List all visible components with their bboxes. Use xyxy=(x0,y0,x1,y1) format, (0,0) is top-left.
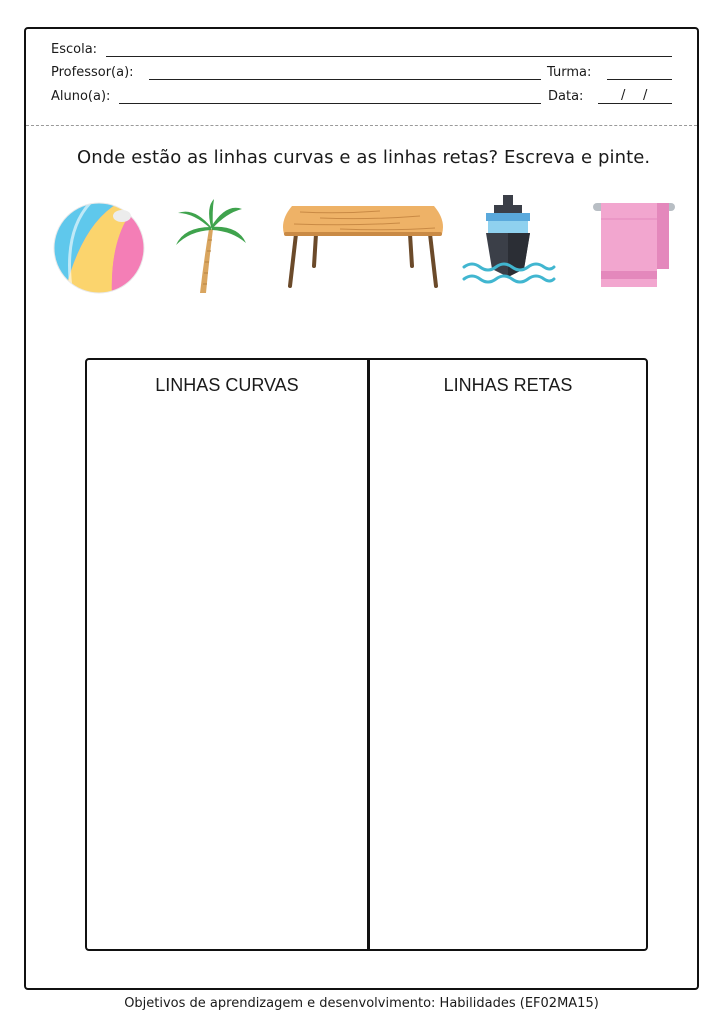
straight-lines-answer-area[interactable] xyxy=(370,400,646,948)
date-label: Data: xyxy=(548,89,584,104)
curved-lines-answer-area[interactable] xyxy=(87,400,367,948)
teacher-field[interactable] xyxy=(149,79,541,80)
table-icon xyxy=(280,204,446,290)
towel-icon xyxy=(591,199,677,291)
instruction-text: Onde estão as linhas curvas e as linhas retas? Escreva e pinte. xyxy=(77,147,651,168)
class-field[interactable] xyxy=(607,79,672,80)
palm-tree-icon xyxy=(176,199,246,295)
beach-ball-icon xyxy=(52,201,146,295)
sorting-table xyxy=(85,358,648,951)
student-field[interactable] xyxy=(119,103,541,104)
dashed-separator xyxy=(26,125,697,126)
school-label: Escola: xyxy=(51,42,98,57)
column-header-straight-lines: LINHAS RETAS xyxy=(443,375,573,395)
class-label: Turma: xyxy=(547,65,592,80)
footer-objectives: Objetivos de aprendizagem e desenvolvimento: Habilidades (EF02MA15) xyxy=(124,996,599,1011)
column-header-curved-lines: LINHAS CURVAS xyxy=(155,375,299,395)
date-slash: / xyxy=(621,88,626,103)
teacher-label: Professor(a): xyxy=(51,65,134,80)
school-field[interactable] xyxy=(106,56,672,57)
date-slash: / xyxy=(643,88,648,103)
date-field[interactable] xyxy=(598,103,672,104)
worksheet-frame xyxy=(24,27,699,990)
ship-icon xyxy=(460,195,556,289)
student-label: Aluno(a): xyxy=(51,89,111,104)
